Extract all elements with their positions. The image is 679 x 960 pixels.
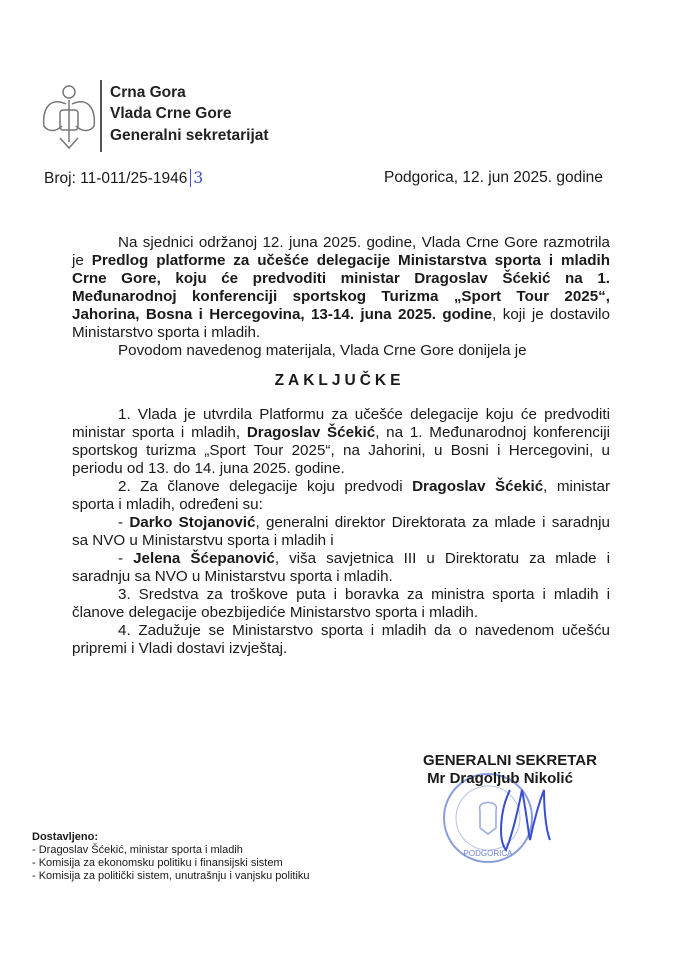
signature-block <box>380 752 640 788</box>
minister-name: Dragoslav Šćekić <box>246 424 376 441</box>
place-date: Podgorica, 12. jun 2025. godine <box>384 169 603 186</box>
member-1 <box>72 514 610 550</box>
distribution-list <box>32 831 310 883</box>
signatory-name: Mr Dragoljub Nikolić <box>427 770 573 787</box>
conclusion-3: 3. Sredstva za troškove puta i boravka za ministra sporta i mladih i članove delegacije obezbijediće Ministarstvo sporta i mladih. <box>72 586 610 621</box>
text: , viša savjetnica III u Direktoratu za mlade i saradnju sa NVO u Ministarstvu sporta i mladih. <box>72 550 610 585</box>
dash: - <box>118 514 130 531</box>
intro-paragraph <box>72 234 610 360</box>
conclusions-list <box>72 406 610 658</box>
intro-text-end: , koji je dostavilo Ministarstvo sporta i mladih. <box>72 306 610 341</box>
member-name: Jelena Šćepanović <box>133 550 275 567</box>
text: 1. Vlada je utvrdila Platformu za učešće delegacije koju će predvoditi ministar sporta i mladih, <box>72 406 610 441</box>
reference-number <box>44 169 203 188</box>
conclusions-title: ZAKLJUČKE <box>274 372 405 389</box>
intro-text: Na sjednici održanoj 12. juna 2025. godine, Vlada Crne Gore razmotrila je <box>72 234 610 269</box>
minister-name: Dragoslav Šćekić <box>412 478 544 495</box>
header-divider <box>100 80 102 152</box>
signatory-role: GENERALNI SEKRETAR <box>423 752 597 769</box>
member-2 <box>72 550 610 586</box>
header-government: Vlada Crne Gore <box>110 105 232 122</box>
distribution-item: - Komisija za ekonomsku politiku i finansijski sistem <box>32 857 283 869</box>
text: 2. Za članove delegacije koju predvodi <box>118 478 413 495</box>
intro-decision: Povodom navedenog materijala, Vlada Crne Gore donijela je <box>118 342 527 359</box>
conclusion-2 <box>72 478 610 514</box>
header-office: Generalni sekretarijat <box>110 127 269 144</box>
header-country: Crna Gora <box>110 84 186 101</box>
text: , na 1. Međunarodnoj konferenciji sportskog turizma „Sport Tour 2025“, na Jahorini, u Bosni i Hercegovini, u periodu od 13. do 14. juna 2025. godine. <box>72 424 610 477</box>
conclusion-4: 4. Zadužuje se Ministarstvo sporta i mladih da o navedenom učešću pripremi i Vladi dostavi izvještaj. <box>72 622 610 657</box>
stamp-text: PODGORICA <box>463 849 513 858</box>
distribution-item: - Komisija za politički sistem, unutrašnju i vanjsku politiku <box>32 870 310 882</box>
coat-of-arms-logo <box>38 82 100 154</box>
distribution-label: Dostavljeno: <box>32 831 99 843</box>
handwritten-annotation: 3 <box>190 169 203 187</box>
reference-number-text: Broj: 11-011/25-1946 <box>44 170 188 187</box>
text: , generalni direktor Direktorata za mlade i saradnju sa NVO u Ministarstvu sporta i mladih i <box>72 514 610 549</box>
intro-subject: Predlog platforme za učešće delegacije Ministarstva sporta i mladih Crne Gore, koju će predvoditi ministar Dragoslav Šćekić na 1. Međunarodnoj konferenciji sportskog Turizma „Sport Tour 2025“, Jahorina, Bosna i Hercegovina, 13-14. juna 2025. godine <box>72 252 610 323</box>
text: , ministar sporta i mladih, određeni su: <box>72 478 610 513</box>
conclusion-1 <box>72 406 610 478</box>
distribution-item: - Dragoslav Šćekić, ministar sporta i mladih <box>32 844 243 856</box>
dash: - <box>118 550 134 567</box>
member-name: Darko Stojanović <box>129 514 256 531</box>
